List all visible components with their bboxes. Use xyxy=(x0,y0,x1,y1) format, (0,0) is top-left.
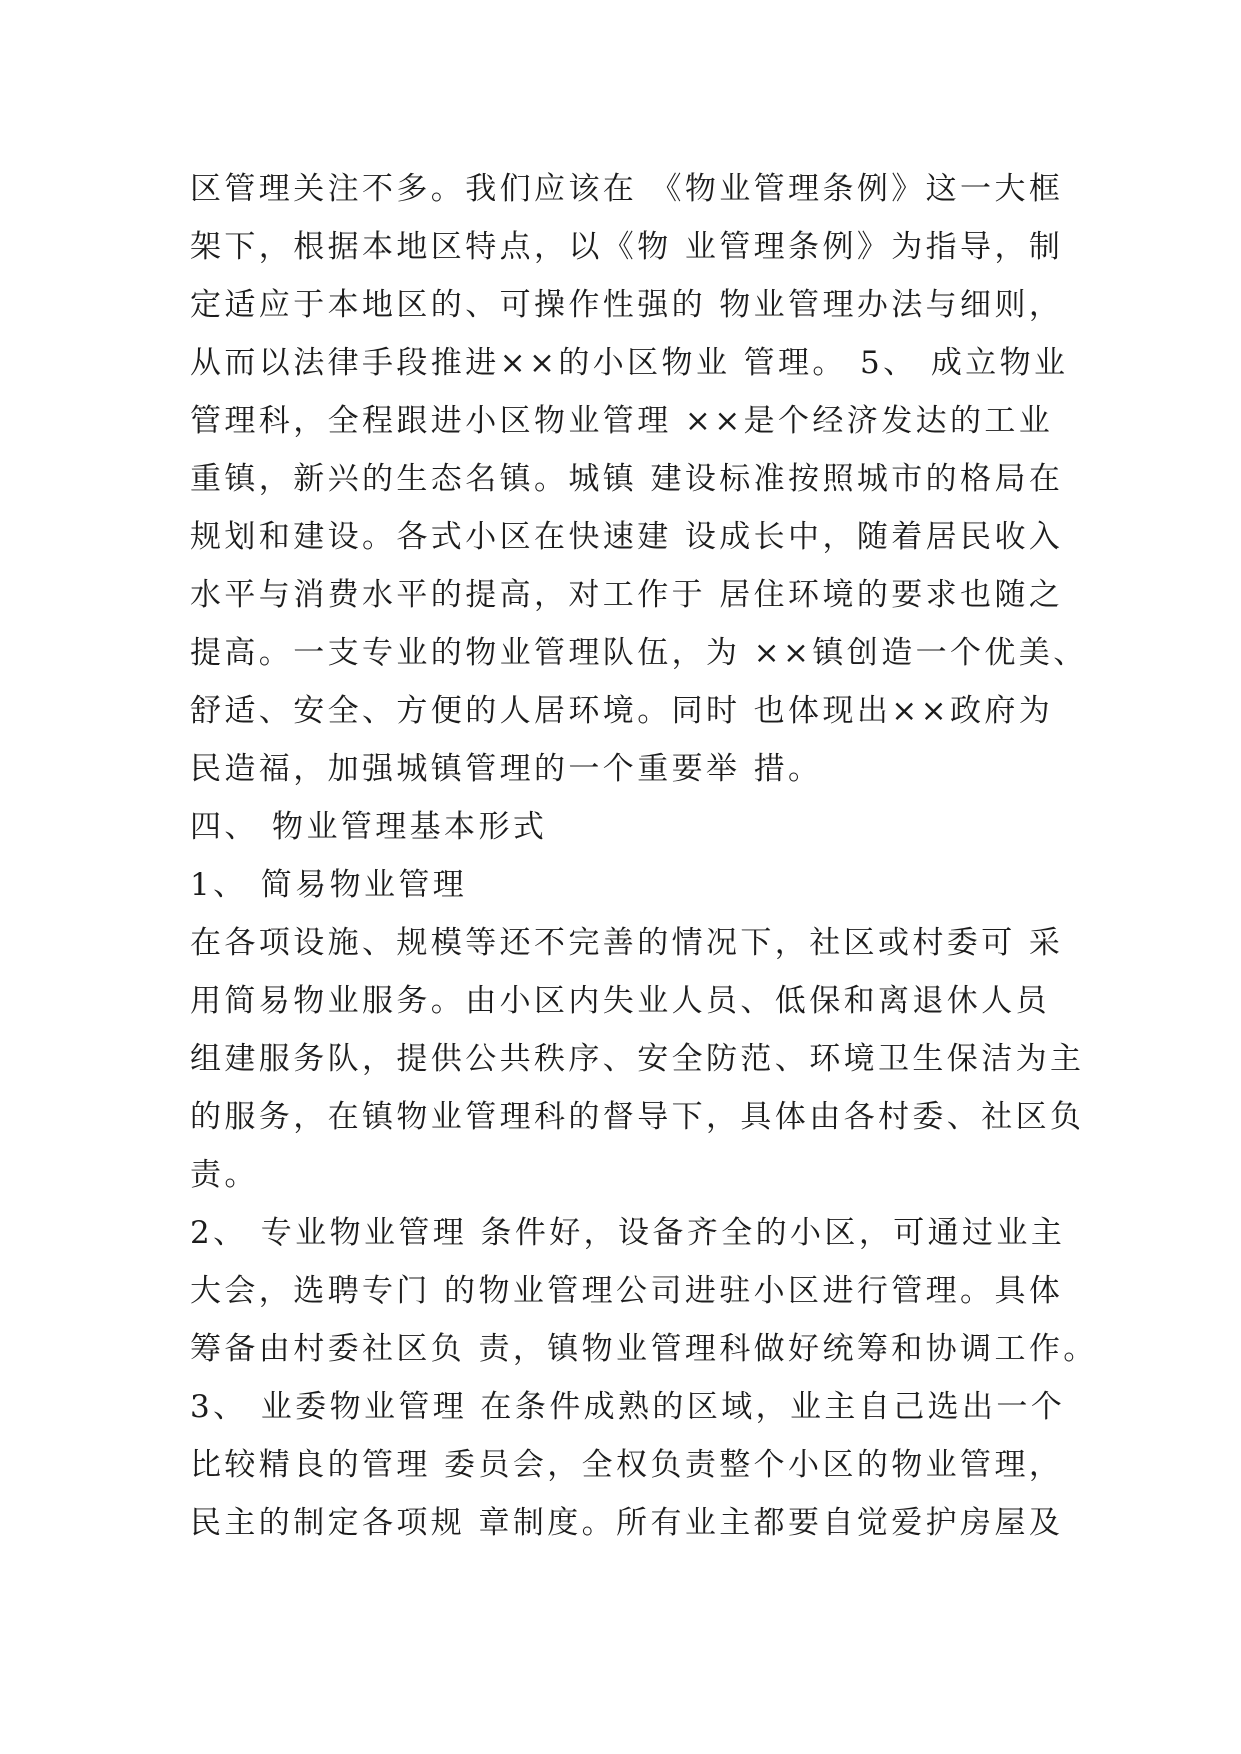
section-heading: 四、 物业管理基本形式 xyxy=(190,809,548,845)
text-line: 重镇，新兴的生态名镇。城镇 建设标准按照城市的格局在 xyxy=(190,461,1064,497)
text-line: 3、 业委物业管理 在条件成熟的区域，业主自己选出一个 xyxy=(190,1389,1066,1425)
text-line: 筹备由村委社区负 责，镇物业管理科做好统筹和协调工作。 xyxy=(190,1331,1098,1367)
text-line: 在各项设施、规模等还不完善的情况下，社区或村委可 采 xyxy=(190,925,1064,961)
text-line: 比较精良的管理 委员会，全权负责整个小区的物业管理， xyxy=(190,1447,1064,1483)
text-line: 架下，根据本地区特点，以《物 业管理条例》为指导，制 xyxy=(190,229,1064,265)
text-line: 定适应于本地区的、可操作性强的 物业管理办法与细则， xyxy=(190,287,1064,323)
text-line: 组建服务队，提供公共秩序、安全防范、环境卫生保洁为主 xyxy=(190,1041,1085,1077)
text-line: 民造福，加强城镇管理的一个重要举 措。 xyxy=(190,751,823,787)
text-line: 水平与消费水平的提高，对工作于 居住环境的要求也随之 xyxy=(190,577,1064,613)
subsection-heading: 1、 简易物业管理 xyxy=(190,867,468,903)
text-line: 舒适、安全、方便的人居环境。同时 也体现出××政府为 xyxy=(190,693,1054,729)
body-text xyxy=(190,160,1098,1552)
text-line: 用简易物业服务。由小区内失业人员、低保和离退休人员 xyxy=(190,983,1050,1019)
text-line: 区管理关注不多。我们应该在 《物业管理条例》这一大框 xyxy=(190,171,1064,207)
text-line: 大会，选聘专门 的物业管理公司进驻小区进行管理。具体 xyxy=(190,1273,1064,1309)
text-line: 管理科，全程跟进小区物业管理 ××是个经济发达的工业 xyxy=(190,403,1054,439)
text-line: 规划和建设。各式小区在快速建 设成长中，随着居民收入 xyxy=(190,519,1064,555)
text-line: 民主的制定各项规 章制度。所有业主都要自觉爱护房屋及 xyxy=(190,1505,1064,1541)
text-line: 的服务，在镇物业管理科的督导下，具体由各村委、社区负 xyxy=(190,1099,1085,1135)
text-line: 从而以法律手段推进××的小区物业 管理。 5、 成立物业 xyxy=(190,345,1069,381)
text-line: 2、 专业物业管理 条件好，设备齐全的小区，可通过业主 xyxy=(190,1215,1066,1251)
text-line: 责。 xyxy=(190,1157,259,1193)
text-line: 提高。一支专业的物业管理队伍，为 ××镇创造一个优美、 xyxy=(190,635,1088,671)
